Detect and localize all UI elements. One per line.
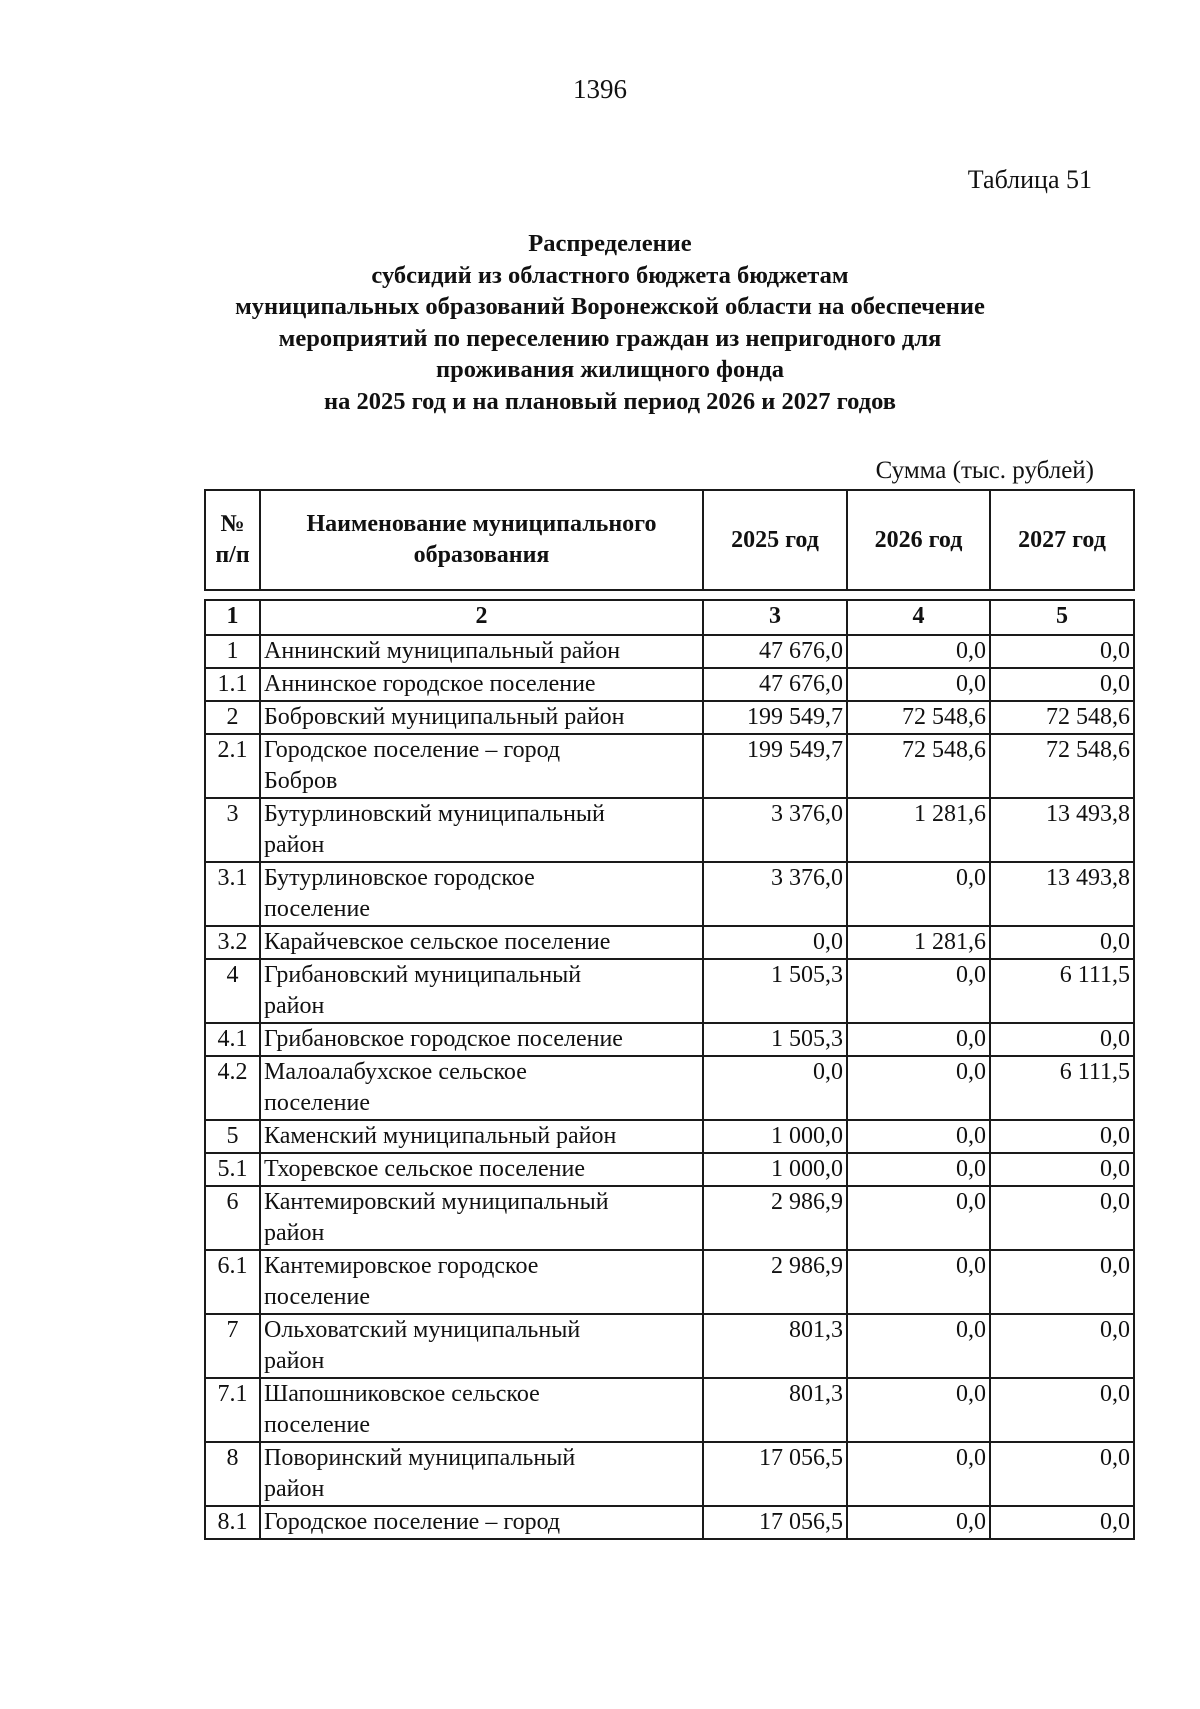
- municipality-name: [260, 635, 703, 668]
- table-header: [204, 489, 1135, 591]
- table-row: [205, 1023, 1134, 1056]
- municipality-name-line: Карайчевское сельское поселение: [264, 929, 611, 955]
- amount-2027: 72 548,6: [990, 701, 1134, 734]
- municipality-name-line: Каменский муниципальный район: [264, 1123, 617, 1149]
- amount-2027: 6 111,5: [990, 1056, 1134, 1120]
- amount-2026: 0,0: [847, 1186, 990, 1250]
- title-line: субсидий из областного бюджета бюджетам: [371, 261, 849, 289]
- amount-2026: 0,0: [847, 668, 990, 701]
- municipality-name: [260, 1250, 703, 1314]
- amount-2026: 0,0: [847, 1314, 990, 1378]
- municipality-name-line: поселение: [264, 1412, 371, 1438]
- amount-2027: 0,0: [990, 1442, 1134, 1506]
- column-number-row: [205, 600, 1134, 635]
- amount-2025: 3 376,0: [703, 862, 847, 926]
- column-number: 1: [205, 600, 260, 635]
- municipality-name-line: Аннинское городское поселение: [264, 671, 596, 697]
- municipality-name-line: Бобров: [264, 768, 338, 794]
- row-number: 3.2: [205, 926, 260, 959]
- amount-2027: 0,0: [990, 1250, 1134, 1314]
- municipality-name: [260, 1153, 703, 1186]
- amount-2025: 1 000,0: [703, 1153, 847, 1186]
- amount-2027: 0,0: [990, 1153, 1134, 1186]
- municipality-name-line: Бобровский муниципальный район: [264, 704, 625, 730]
- amount-2027: 13 493,8: [990, 862, 1134, 926]
- municipality-name-line: район: [264, 1476, 325, 1502]
- municipality-name-line: Бутурлиновский муниципальный: [264, 801, 605, 827]
- municipality-name: [260, 1023, 703, 1056]
- amount-2027: 0,0: [990, 1506, 1134, 1539]
- amount-2027: 0,0: [990, 1314, 1134, 1378]
- column-number: 2: [260, 600, 703, 635]
- municipality-name-line: Ольховатский муниципальный: [264, 1317, 581, 1343]
- municipality-name-line: поселение: [264, 896, 371, 922]
- amount-2025: 199 549,7: [703, 734, 847, 798]
- amount-2026: 72 548,6: [847, 734, 990, 798]
- row-number: 2.1: [205, 734, 260, 798]
- amount-2025: 2 986,9: [703, 1186, 847, 1250]
- row-number: 5: [205, 1120, 260, 1153]
- municipality-name-line: Городское поселение – город: [264, 1509, 561, 1535]
- units-label: Сумма (тыс. рублей): [875, 457, 1094, 484]
- amount-2025: 47 676,0: [703, 668, 847, 701]
- amount-2025: 199 549,7: [703, 701, 847, 734]
- municipality-name-line: Городское поселение – город: [264, 737, 561, 763]
- header-no: № п/п: [205, 490, 260, 590]
- row-number: 3.1: [205, 862, 260, 926]
- table-row: [205, 798, 1134, 862]
- municipality-name-line: Тхоревское сельское поселение: [264, 1156, 585, 1182]
- table-row: [205, 926, 1134, 959]
- table-row: [205, 1056, 1134, 1120]
- table-row: [205, 862, 1134, 926]
- municipality-name-line: Кантемировский муниципальный: [264, 1189, 609, 1215]
- municipality-name-line: Поворинский муниципальный: [264, 1445, 576, 1471]
- row-number: 4.2: [205, 1056, 260, 1120]
- column-number: 5: [990, 600, 1134, 635]
- municipality-name: [260, 1186, 703, 1250]
- amount-2027: 0,0: [990, 668, 1134, 701]
- row-number: 3: [205, 798, 260, 862]
- row-number: 1.1: [205, 668, 260, 701]
- municipality-name: [260, 701, 703, 734]
- municipality-name-line: Бутурлиновское городское: [264, 865, 535, 891]
- row-number: 4: [205, 959, 260, 1023]
- table-row: [205, 635, 1134, 668]
- amount-2026: 0,0: [847, 959, 990, 1023]
- amount-2026: 0,0: [847, 862, 990, 926]
- document-title: [200, 228, 1020, 417]
- municipality-name-line: Шапошниковское сельское: [264, 1381, 540, 1407]
- amount-2025: 0,0: [703, 1056, 847, 1120]
- municipality-name-line: Кантемировское городское: [264, 1253, 539, 1279]
- header-name: Наименование муниципального образования: [260, 490, 703, 590]
- header-2025: 2025 год: [703, 490, 847, 590]
- table-row: [205, 1314, 1134, 1378]
- municipality-name: [260, 862, 703, 926]
- title-line: мероприятий по переселению граждан из непригодного для: [278, 324, 942, 352]
- table-row: [205, 734, 1134, 798]
- amount-2025: 3 376,0: [703, 798, 847, 862]
- amount-2027: 0,0: [990, 1120, 1134, 1153]
- amount-2026: 0,0: [847, 1153, 990, 1186]
- amount-2026: 0,0: [847, 1056, 990, 1120]
- header-2027: 2027 год: [990, 490, 1134, 590]
- table-row: [205, 1250, 1134, 1314]
- amount-2027: 0,0: [990, 1023, 1134, 1056]
- page-number: 1396: [573, 74, 627, 104]
- amount-2026: 0,0: [847, 635, 990, 668]
- table-row: [205, 1506, 1134, 1539]
- row-number: 7: [205, 1314, 260, 1378]
- table-caption: Таблица 51: [967, 165, 1092, 194]
- table-row: [205, 1442, 1134, 1506]
- municipality-name: [260, 1120, 703, 1153]
- amount-2025: 17 056,5: [703, 1506, 847, 1539]
- table-row: [205, 668, 1134, 701]
- amount-2025: 801,3: [703, 1314, 847, 1378]
- municipality-name-line: район: [264, 1220, 325, 1246]
- municipality-name-line: Грибановский муниципальный: [264, 962, 582, 988]
- amount-2025: 2 986,9: [703, 1250, 847, 1314]
- municipality-name-line: район: [264, 993, 325, 1019]
- table-row: [205, 701, 1134, 734]
- municipality-name-line: Малоалабухское сельское: [264, 1059, 527, 1085]
- row-number: 7.1: [205, 1378, 260, 1442]
- title-line: Распределение: [528, 230, 692, 257]
- data-table: [204, 599, 1135, 1540]
- title-line: на 2025 год и на плановый период 2026 и 2027 годов: [323, 387, 896, 415]
- amount-2025: 17 056,5: [703, 1442, 847, 1506]
- amount-2027: 0,0: [990, 1186, 1134, 1250]
- row-number: 8.1: [205, 1506, 260, 1539]
- column-number: 3: [703, 600, 847, 635]
- municipality-name: [260, 959, 703, 1023]
- title-line: муниципальных образований Воронежской области на обеспечение: [235, 293, 985, 320]
- amount-2027: 0,0: [990, 635, 1134, 668]
- amount-2026: 0,0: [847, 1442, 990, 1506]
- amount-2025: 801,3: [703, 1378, 847, 1442]
- column-number: 4: [847, 600, 990, 635]
- amount-2026: 0,0: [847, 1120, 990, 1153]
- row-number: 2: [205, 701, 260, 734]
- amount-2026: 0,0: [847, 1250, 990, 1314]
- municipality-name: [260, 926, 703, 959]
- amount-2027: 6 111,5: [990, 959, 1134, 1023]
- municipality-name: [260, 1506, 703, 1539]
- amount-2025: 0,0: [703, 926, 847, 959]
- table-row: [205, 1153, 1134, 1186]
- amount-2025: 1 000,0: [703, 1120, 847, 1153]
- table-row: [205, 1378, 1134, 1442]
- municipality-name: [260, 1442, 703, 1506]
- table-row: [205, 1186, 1134, 1250]
- municipality-name: [260, 1378, 703, 1442]
- amount-2025: 1 505,3: [703, 959, 847, 1023]
- header-2026: 2026 год: [847, 490, 990, 590]
- municipality-name: [260, 734, 703, 798]
- municipality-name-line: район: [264, 832, 325, 858]
- amount-2026: 0,0: [847, 1023, 990, 1056]
- title-line: проживания жилищного фонда: [435, 356, 784, 383]
- row-number: 8: [205, 1442, 260, 1506]
- row-number: 6: [205, 1186, 260, 1250]
- amount-2026: 1 281,6: [847, 926, 990, 959]
- amount-2027: 0,0: [990, 926, 1134, 959]
- amount-2026: 72 548,6: [847, 701, 990, 734]
- amount-2025: 1 505,3: [703, 1023, 847, 1056]
- municipality-name: [260, 668, 703, 701]
- municipality-name-line: поселение: [264, 1284, 371, 1310]
- amount-2027: 0,0: [990, 1378, 1134, 1442]
- municipality-name-line: Грибановское городское поселение: [264, 1026, 623, 1052]
- amount-2026: 0,0: [847, 1506, 990, 1539]
- municipality-name: [260, 1314, 703, 1378]
- amount-2027: 13 493,8: [990, 798, 1134, 862]
- row-number: 5.1: [205, 1153, 260, 1186]
- municipality-name-line: Аннинский муниципальный район: [264, 638, 621, 664]
- amount-2025: 47 676,0: [703, 635, 847, 668]
- row-number: 4.1: [205, 1023, 260, 1056]
- table-row: [205, 959, 1134, 1023]
- row-number: 1: [205, 635, 260, 668]
- amount-2027: 72 548,6: [990, 734, 1134, 798]
- municipality-name: [260, 1056, 703, 1120]
- amount-2026: 0,0: [847, 1378, 990, 1442]
- row-number: 6.1: [205, 1250, 260, 1314]
- amount-2026: 1 281,6: [847, 798, 990, 862]
- municipality-name: [260, 798, 703, 862]
- municipality-name-line: район: [264, 1348, 325, 1374]
- municipality-name-line: поселение: [264, 1090, 371, 1116]
- table-row: [205, 1120, 1134, 1153]
